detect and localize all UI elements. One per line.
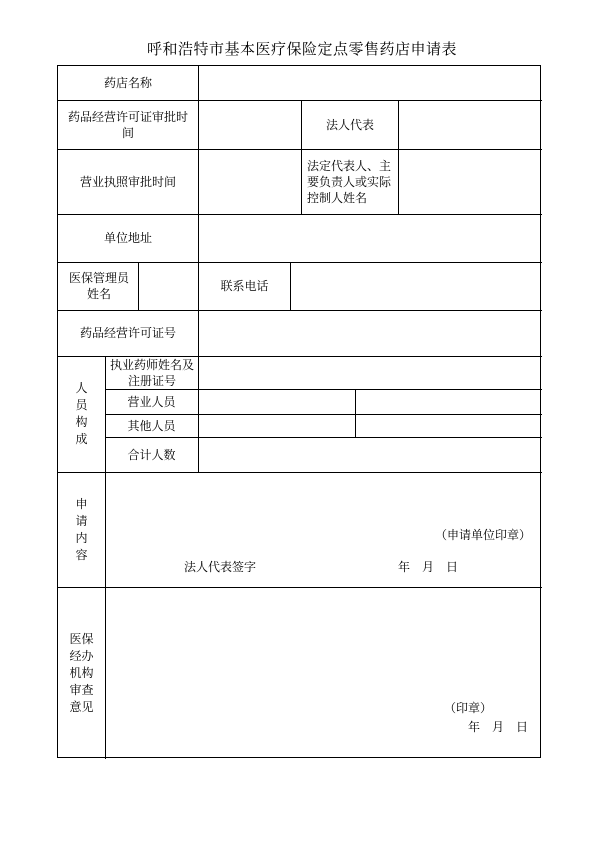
- legal-rep-label: 法人代表: [325, 117, 374, 132]
- pharmacist-field[interactable]: [199, 357, 541, 389]
- business-staff-field-2[interactable]: [356, 390, 541, 414]
- contact-phone-field[interactable]: [291, 263, 541, 310]
- application-section-label: 申请内容: [75, 496, 88, 562]
- application-form: [57, 65, 541, 758]
- legal-rep-signature-label: 法人代表签字: [183, 560, 256, 574]
- review-seal-note: （印章）: [444, 701, 493, 715]
- pharmacy-name-label: 药店名称: [103, 76, 152, 90]
- application-date-label: 年 月 日: [397, 560, 458, 574]
- applicant-seal-note: （申请单位印章）: [434, 528, 531, 542]
- other-staff-label: 其他人员: [127, 418, 176, 433]
- drug-license-number-field[interactable]: [199, 311, 541, 356]
- legal-rep-owner-controller-field[interactable]: [399, 150, 541, 214]
- drug-license-number-label: 药品经营许可证号: [79, 326, 176, 340]
- legal-rep-field[interactable]: [399, 101, 541, 149]
- page-title: 呼和浩特市基本医疗保险定点零售药店申请表: [146, 40, 457, 58]
- business-license-approval-time-label: 营业执照审批时间: [79, 174, 176, 189]
- drug-license-approval-time-field[interactable]: [199, 101, 301, 149]
- contact-phone-label: 联系电话: [220, 279, 269, 293]
- other-staff-field-2[interactable]: [356, 415, 541, 437]
- pharmacy-name-field[interactable]: [199, 66, 541, 100]
- address-field[interactable]: [199, 215, 541, 262]
- insurance-admin-name-field[interactable]: [139, 263, 198, 310]
- business-staff-label: 营业人员: [127, 394, 176, 409]
- staff-section-label: 人员构成: [75, 381, 88, 446]
- total-staff-label: 合计人数: [127, 447, 176, 462]
- drug-license-approval-time-label: 药品经营许可证审批时间: [67, 109, 188, 140]
- other-staff-field-1[interactable]: [199, 415, 355, 437]
- total-staff-field[interactable]: [199, 438, 541, 472]
- legal-rep-owner-controller-label: 法定代表人、主要负责人或实际控制人姓名: [307, 158, 392, 205]
- review-date-label: 年 月 日: [467, 720, 528, 734]
- review-section-label: 医保经办机构审查意见: [69, 631, 94, 714]
- pharmacist-label: 执业药师姓名及注册证号: [109, 357, 194, 388]
- address-label: 单位地址: [103, 231, 152, 245]
- insurance-admin-name-label: 医保管理员姓名: [68, 271, 129, 301]
- business-license-approval-time-field[interactable]: [199, 150, 301, 214]
- business-staff-field-1[interactable]: [199, 390, 355, 414]
